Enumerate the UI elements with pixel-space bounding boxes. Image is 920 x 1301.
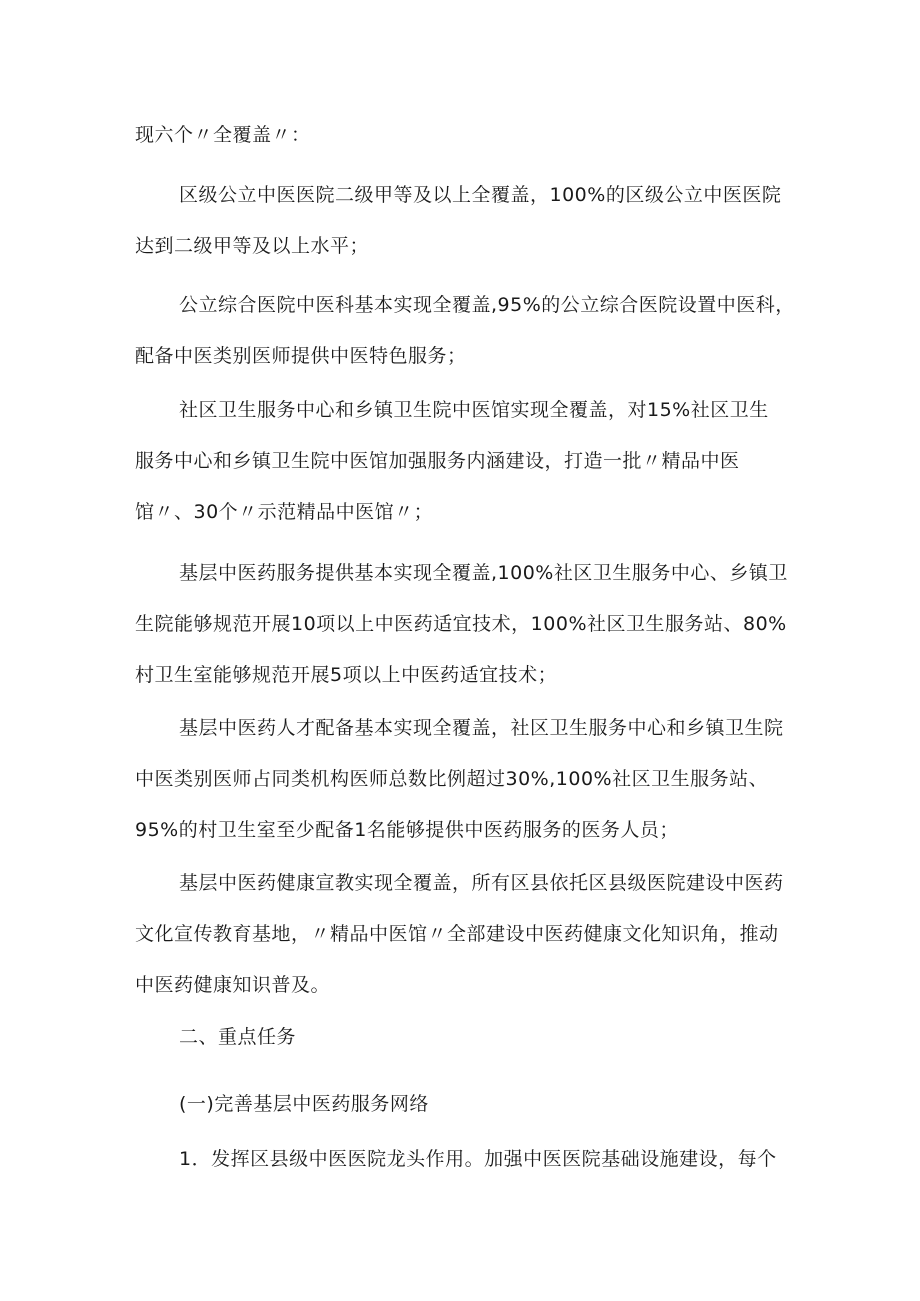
text-line: 中医药健康知识普及。 bbox=[135, 974, 331, 996]
paragraph-grassroots-talent bbox=[135, 703, 800, 856]
text-line: 文化宣传教育基地，〃精品中医馆〃全部建设中医药健康文化知识角，推动 bbox=[135, 923, 779, 945]
paragraph-grassroots-service bbox=[135, 548, 800, 701]
text-line: 生院能够规范开展10项以上中医药适宜技术，100%社区卫生服务站、80% bbox=[135, 613, 787, 635]
paragraph-item-1 bbox=[135, 1134, 800, 1185]
paragraph-intro bbox=[135, 110, 800, 161]
paragraph-general-hospital bbox=[135, 280, 800, 382]
heading-text: (一)完善基层中医药服务网络 bbox=[179, 1093, 429, 1115]
heading-text: 二、重点任务 bbox=[179, 1026, 297, 1048]
text-line: 服务中心和乡镇卫生院中医馆加强服务内涵建设，打造一批〃精品中医 bbox=[135, 450, 740, 472]
text-line: 现六个〃全覆盖〃： bbox=[135, 124, 311, 146]
paragraph-community-center bbox=[135, 385, 800, 538]
paragraph-health-education bbox=[135, 858, 800, 1011]
subsection-heading-network bbox=[135, 1079, 800, 1130]
text-line: 配备中医类别医师提供中医特色服务； bbox=[135, 345, 467, 367]
text-line: 馆〃、30个〃示范精品中医馆〃； bbox=[135, 501, 434, 523]
text-line: 基层中医药服务提供基本实现全覆盖,100%社区卫生服务中心、乡镇卫 bbox=[179, 562, 788, 584]
text-line: 基层中医药人才配备基本实现全覆盖，社区卫生服务中心和乡镇卫生院 bbox=[179, 717, 784, 739]
paragraph-district-hospital bbox=[135, 170, 800, 272]
text-line: 区级公立中医医院二级甲等及以上全覆盖，100%的区级公立中医医院 bbox=[179, 184, 782, 206]
text-line: 社区卫生服务中心和乡镇卫生院中医馆实现全覆盖，对15%社区卫生 bbox=[179, 399, 769, 421]
text-line: 95%的村卫生室至少配备1名能够提供中医药服务的医务人员； bbox=[135, 819, 679, 841]
text-line: 公立综合医院中医科基本实现全覆盖,95%的公立综合医院设置中医科， bbox=[179, 294, 795, 316]
text-line: 中医类别医师占同类机构医师总数比例超过30%,100%社区卫生服务站、 bbox=[135, 768, 769, 790]
text-line: 基层中医药健康宣教实现全覆盖，所有区县依托区县级医院建设中医药 bbox=[179, 872, 784, 894]
text-line: 达到二级甲等及以上水平； bbox=[135, 235, 370, 257]
text-line: 1．发挥区县级中医医院龙头作用。加强中医医院基础设施建设，每个 bbox=[179, 1148, 777, 1170]
section-heading-key-tasks bbox=[135, 1012, 800, 1063]
text-line: 村卫生室能够规范开展5项以上中医药适宜技术； bbox=[135, 664, 558, 686]
